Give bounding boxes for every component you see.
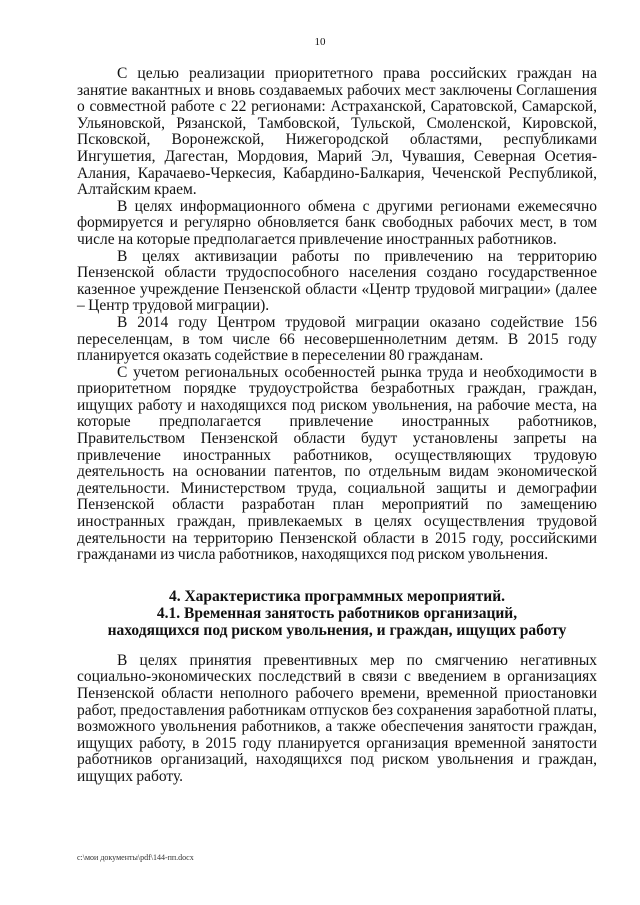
paragraph-agreements: С целью реализации приоритетного права российских граждан на занятие вакантных и вновь создаваемых рабочих мест заключены Соглашения о совместной работе с 22 регионами: Астраханской, Саратовской, Самарской, Ульяновской, Рязанской, Тамбовской, Тульской, Смоленской, Кировской, Псковской, Воронежской, Нижегородской областями, республиками Ингушетия, Дагестан, Мордовия, Марий Эл, Чувашия, Северная Осетия-Алания, Карачаево-Черкесия, Кабардино-Балкария, Чеченской Республикой, Алтайским краем. <box>77 65 597 199</box>
footer-file-path: c:\мои документы\pdf\144-пп.docx <box>77 853 194 862</box>
paragraph-preventive-measures: В целях принятия превентивных мер по смягчению негативных социально-экономических последствий в связи с введением в организациях Пензенской области неполного рабочего времени, временной приостановки работ, предоставления работникам отпусков без сохранения заработной платы, возможного увольнения работников, а также обеспечения занятости граждан, ищущих работу, в 2015 году планируется организация временной занятости работников организаций, находящихся под риском увольнения и граждан, ищущих работу. <box>77 651 597 785</box>
subsection-heading-line2: находящихся под риском увольнения, и граждан, ищущих работу <box>107 621 567 639</box>
paragraph-job-bank: В целях информационного обмена с другими регионами ежемесячно формируется и регулярно обновляется банк свободных рабочих мест, в том числе на которые предполагается привлечение иностранных работников. <box>77 197 597 248</box>
section-heading: 4. Характеристика программных мероприятий. <box>168 587 506 605</box>
section-heading-block <box>77 588 597 639</box>
paragraph-foreign-workers: С учетом региональных особенностей рынка труда и необходимости в приоритетном порядке трудоустройства безработных граждан, граждан, ищущих работу и находящихся под риском увольнения, на рабочие места, на которые предполагается привлечение иностранных работников, Правительством Пензенской области будут установлены запреты на привлечение иностранных работников, осуществляющих трудовую деятельность на основании патентов, по отдельным видам экономической деятельности. Министерством труда, социальной защиты и демографии Пензенской области разработан план мероприятий по замещению иностранных граждан, привлекаемых в целях осуществления трудовой деятельности на территорию Пензенской области в 2015 году, российскими гражданами из числа работников, находящихся под риском увольнения. <box>77 363 597 564</box>
document-body <box>77 66 597 786</box>
paragraph-migration-center: В целях активизации работы по привлечению на территорию Пензенской области трудоспособного населения создано государственное казенное учреждение Пензенской области «Центр трудовой миграции» (далее – Центр трудовой миграции). <box>77 247 597 315</box>
page-number: 10 <box>314 36 326 48</box>
subsection-heading-line1: 4.1. Временная занятость работников организаций, <box>156 604 518 622</box>
paragraph-resettlement-stats: В 2014 году Центром трудовой миграции оказано содействие 156 переселенцам, в том числе 66 несовершеннолетним детям. В 2015 году планируется оказать содействие в переселении 80 гражданам. <box>77 313 597 365</box>
